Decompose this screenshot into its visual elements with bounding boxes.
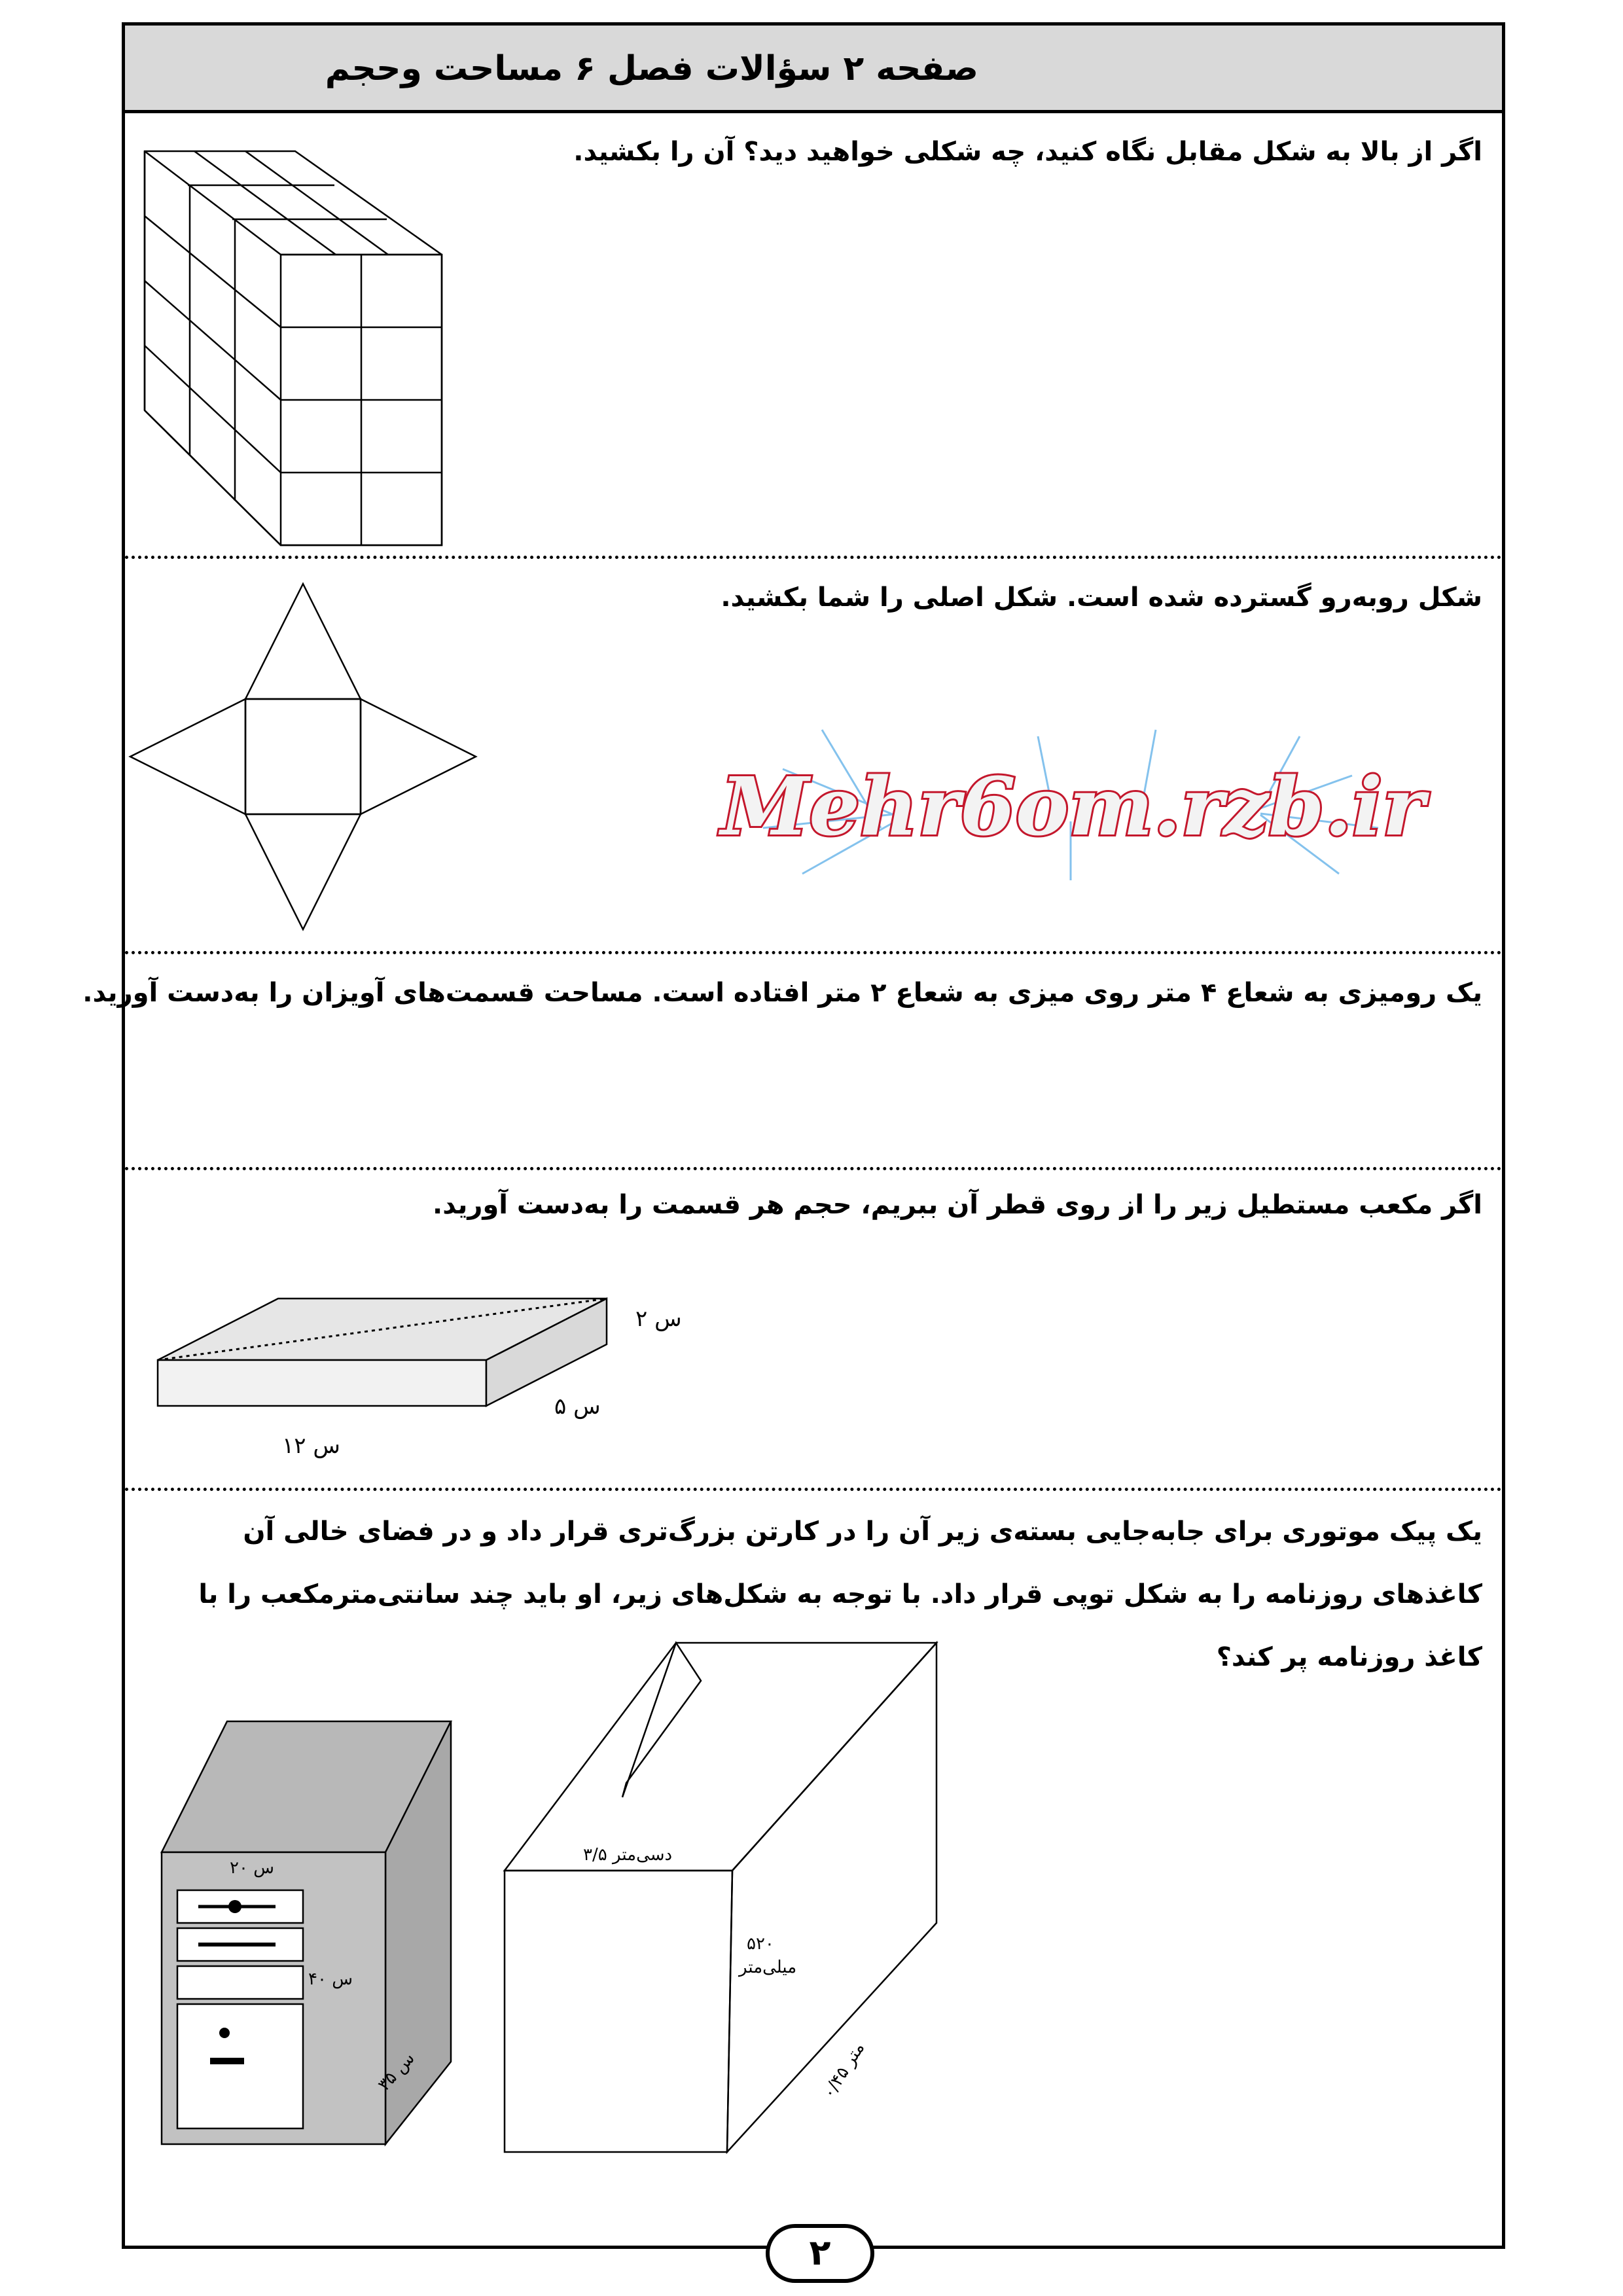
question-4 [125,1167,1502,1488]
question-1 [125,113,1502,556]
cube-stack-figure [125,113,583,556]
case-depth-label: ۳۵ س [374,2049,419,2095]
page-header [125,26,1502,113]
carton-top-label: ۳/۵ دسی‌متر [583,1845,673,1865]
question-3-text: یک رومیزی به شعاع ۴ متر روی میزی به شعاع ۲ متر افتاده است. مساحت قسمت‌های آویزان را به‌دست آورید. [82,978,1482,1008]
question-3 [82,951,1502,1167]
question-2-text: شکل روبه‌رو گسترده شده است. شکل اصلی را شما بکشید. [721,583,1482,613]
carton-height-unit: میلی‌متر [739,1958,797,1977]
question-4-text: اگر مکعب مستطیل زیر را از روی قطر آن ببریم، حجم هر قسمت را به‌دست آورید. [433,1190,1482,1220]
page-frame [82,22,1505,2249]
case-height-label: ۴۰ س [308,1969,353,1989]
question-1-text: اگر از بالا به شکل مقابل نگاه کنید، چه شکلی خواهید دید؟ آن را بکشید. [573,137,1482,167]
question-5-text: یک پیک موتوری برای جابه‌جایی بسته‌ی زیر آن را در کارتن بزرگ‌تری قرار داد و در فضای خالی آن کاغذهای روزنامه را به شکل توپی قرار داد. با توجه به شکل‌های زیر، او باید چند سانتی‌مترمکعب را با کاغذ روزنامه پر کند؟ [198,1516,1482,1672]
cuboid-length-label: ۱۲ س [282,1433,340,1459]
computer-case-figure [125,1491,465,2145]
carton-height-value: ۵۲۰ [747,1934,774,1954]
cuboid-figure [125,1170,714,1478]
page-number: ۲ [766,2224,874,2283]
case-width-label: ۲۰ س [230,1858,274,1878]
carton-depth-label: ۰/۴۵ متر [819,2039,869,2102]
cuboid-width-label: ۵ س [554,1393,601,1420]
page-title: صفحه ۲ سؤالات فصل ۶ مساحت وحجم [325,49,978,88]
cuboid-height-label: ۲ س [635,1306,682,1332]
watermark-logo [721,730,1425,880]
carton-figure [491,1491,869,2145]
watermark-text: Mehr6om.rzb.ir [721,759,1425,853]
question-5 [125,1488,1502,2252]
pyramid-net-figure [138,559,491,939]
